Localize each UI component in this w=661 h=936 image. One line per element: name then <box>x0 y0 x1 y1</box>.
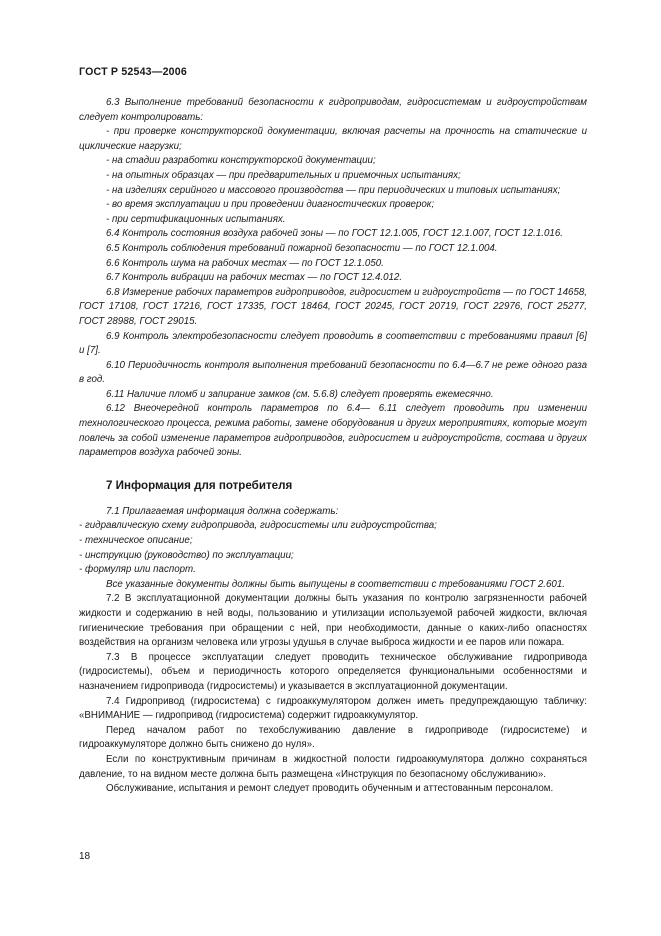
clause-6-3: 6.3 Выполнение требований безопасности к гидроприводам, гидросистемам и гидроустройствам следует контролировать: <box>79 97 587 123</box>
list-item: - во время эксплуатации и при проведении диагностических проверок; <box>106 199 435 211</box>
list-item: - гидравлическую схему гидропривода, гидросистемы или гидроустройства; <box>79 520 437 532</box>
list-item: - инструкцию (руководство) по эксплуатации; <box>79 549 294 561</box>
list-item: - при сертификационных испытаниях. <box>106 213 286 225</box>
clause-7-4-c: Если по конструктивным причинам в жидкостной полости гидроаккумулятора должно сохраняться давление, то на видном месте должна быть размещена «Инструкция по безопасному обслуживанию». <box>79 753 587 780</box>
list-item: - при проверке конструкторской документации, включая расчеты на прочность на статические и циклические нагрузки; <box>79 126 587 152</box>
clause-6-9: 6.9 Контроль электробезопасности следует проводить в соответствии с требованиями правил [6] и [7]. <box>79 330 587 357</box>
clause-7-1: 7.1 Прилагаемая информация должна содержать: <box>106 505 339 517</box>
clause-7-4-b: Перед началом работ по техобслуживанию давление в гидроприводе (гидросистеме) и гидроаккумуляторе должно быть снижено до нуля». <box>79 724 587 751</box>
document-body <box>79 96 587 797</box>
list-item: - на изделиях серийного и массового производства — при периодических и типовых испытаниях; <box>106 184 561 196</box>
list-item: - формуляр или паспорт. <box>79 564 196 576</box>
clause-6-4: 6.4 Контроль состояния воздуха рабочей зоны — по ГОСТ 12.1.005, ГОСТ 12.1.007, ГОСТ 12.1.016. <box>106 228 563 240</box>
clause-7-1-note: Все указанные документы должны быть выпущены в соответствии с требованиями ГОСТ 2.601. <box>106 578 565 590</box>
clause-6-12: 6.12 Внеочередной контроль параметров по 6.4— 6.11 следует проводить при изменении технологического процесса, режима работы, замене оборудования и других мероприятиях, которые могут повлечь за собой изменение параметров гидроприводов, гидросистем и гидроустройств, состава и других параметров воздуха рабочей зоны. <box>79 403 587 459</box>
clause-6-8: 6.8 Измерение рабочих параметров гидроприводов, гидросистем и гидроустройств — по ГОСТ 14658, ГОСТ 17108, ГОСТ 17216, ГОСТ 17335, ГОСТ 18464, ГОСТ 20245, ГОСТ 20719, ГОСТ 22976, ГОСТ 25277, ГОСТ 28988, ГОСТ 29015. <box>79 286 587 327</box>
list-item: - на опытных образцах — при предварительных и приемочных испытаниях; <box>106 169 461 181</box>
clause-6-10: 6.10 Периодичность контроля выполнения требований безопасности по 6.4—6.7 не реже одного раза в год. <box>79 359 587 386</box>
clause-7-3: 7.3 В процессе эксплуатации следует проводить техническое обслуживание гидропривода (гидросистемы), объем и периодичность которого определяется функциональными особенностями и назначением гидропривода (гидросистемы) и указывается в эксплуатационной документации. <box>79 651 587 692</box>
clause-7-4-d: Обслуживание, испытания и ремонт следует проводить обученным и аттестованным персоналом. <box>106 783 554 795</box>
clause-6-11: 6.11 Наличие пломб и запирание замков (см. 5.6.8) следует проверять ежемесячно. <box>106 388 494 400</box>
clause-6-7: 6.7 Контроль вибрации на рабочих местах — по ГОСТ 12.4.012. <box>106 272 403 284</box>
page-number: 18 <box>79 851 91 862</box>
list-item: - техническое описание; <box>79 535 193 547</box>
clause-6-6: 6.6 Контроль шума на рабочих местах — по ГОСТ 12.1.050. <box>106 257 384 269</box>
clause-7-2: 7.2 В эксплуатационной документации должны быть указания по контролю загрязненности рабочей жидкости и содержанию в ней воды, пользованию и утилизации используемой рабочей жидкости, включая гигиенические требования при обращении с ней, при необходимости, данные о каких-либо опасностях воздействия на организм человека или угрозы удушья в случае выброса жидкости и ее паров или пожара. <box>79 593 587 649</box>
list-item: - на стадии разработки конструкторской документации; <box>106 155 376 167</box>
clause-6-5: 6.5 Контроль соблюдения требований пожарной безопасности — по ГОСТ 12.1.004. <box>106 242 498 254</box>
clause-7-4: 7.4 Гидропривод (гидросистема) с гидроаккумулятором должен иметь предупреждающую табличку: «ВНИМАНИЕ — гидропривод (гидросистема) содержит гидроаккумулятор. <box>79 695 587 722</box>
document-header: ГОСТ Р 52543—2006 <box>79 66 187 78</box>
section-7-heading: 7 Информация для потребителя <box>106 478 293 492</box>
